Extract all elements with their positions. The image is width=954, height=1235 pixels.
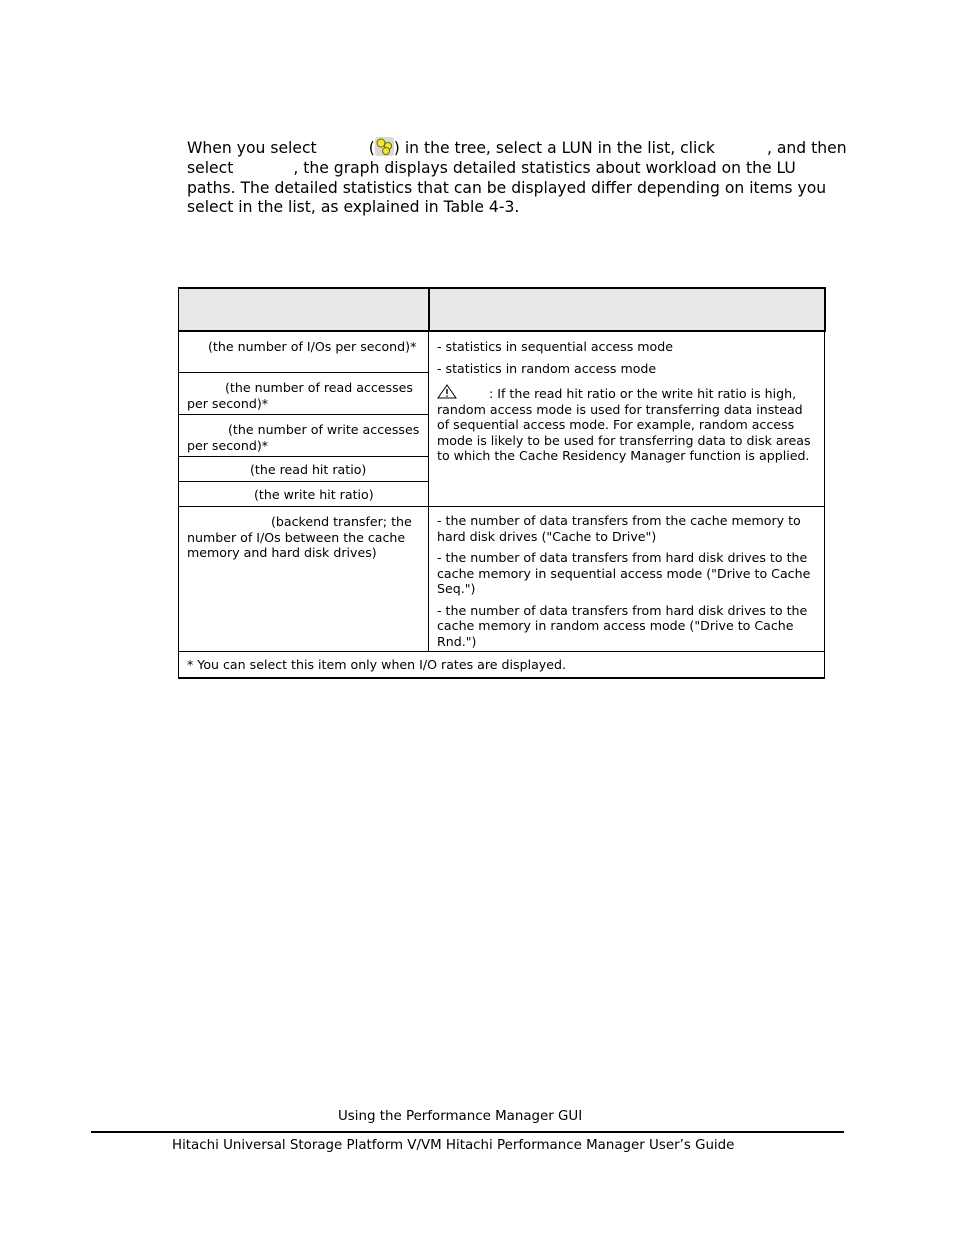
statistic-drive-to-cache-seq: - the number of data transfers from hard disk drives to the cache memory in sequential access mode ("Drive to Cache Seq.")	[437, 550, 811, 596]
statistic-random: - statistics in random access mode	[437, 360, 657, 376]
row-write	[179, 415, 429, 457]
row-backend	[179, 507, 429, 652]
warning-triangle-icon	[437, 384, 459, 399]
intro-paragraph	[187, 137, 847, 218]
intro-text-1: When you select	[187, 139, 317, 157]
table-footnote: * You can select this item only when I/O rates are displayed.	[179, 652, 825, 678]
caution-note-text: : If the read hit ratio or the write hit ratio is high, random access mode is used for transferring data instead of sequential access mode. For example, random access mode is likely to be used for transferring data to disk areas to which the Cache Residency Manager function is applied.	[437, 386, 811, 463]
row-write-label: (the number of write accesses per second)*	[187, 422, 420, 453]
row-read-hit	[179, 457, 429, 482]
hit-ratio-statistics-cell	[429, 331, 825, 507]
intro-text-2: (	[368, 139, 375, 157]
intro-text-5: , the graph displays detailed statistics about workload on the LU paths. The detailed statistics that can be displayed differ depending on items you select in the list, as explained in Table 4-3.	[187, 158, 827, 217]
caution-note	[437, 384, 818, 464]
table-header-row	[179, 288, 825, 331]
statistic-cache-to-drive: - the number of data transfers from the cache memory to hard disk drives ("Cache to Drive")	[437, 513, 801, 544]
table-header-item	[179, 288, 429, 331]
footer-divider	[91, 1131, 844, 1133]
intro-text-4: , and then select	[187, 139, 847, 177]
table-row	[179, 331, 825, 373]
row-read-label: (the number of read accesses per second)*	[187, 380, 413, 411]
row-write-hit-label: (the write hit ratio)	[254, 487, 374, 502]
row-io-rate	[179, 331, 429, 373]
table-row	[179, 507, 825, 652]
footer-document-title: Hitachi Universal Storage Platform V/VM Hitachi Performance Manager User’s Guide	[172, 1138, 735, 1153]
row-read	[179, 373, 429, 415]
lu-path-tree-icon	[375, 137, 394, 156]
footer-section-title: Using the Performance Manager GUI	[338, 1109, 583, 1124]
row-write-hit	[179, 482, 429, 507]
intro-text-3: ) in the tree, select a LUN in the list, click	[393, 139, 715, 157]
row-io-rate-label: (the number of I/Os per second)*	[208, 339, 417, 354]
table-header-statistics	[429, 288, 825, 331]
statistic-drive-to-cache-rnd: - the number of data transfers from hard disk drives to the cache memory in random access mode ("Drive to Cache Rnd.")	[437, 602, 808, 649]
backend-statistics-cell	[429, 507, 825, 652]
detailed-statistics-table	[178, 287, 826, 679]
row-read-hit-label: (the read hit ratio)	[250, 462, 367, 477]
row-backend-label: (backend transfer; the number of I/Os between the cache memory and hard disk drives)	[187, 514, 412, 560]
statistic-sequential: - statistics in sequential access mode	[437, 339, 673, 354]
table-footnote-row	[179, 652, 825, 678]
